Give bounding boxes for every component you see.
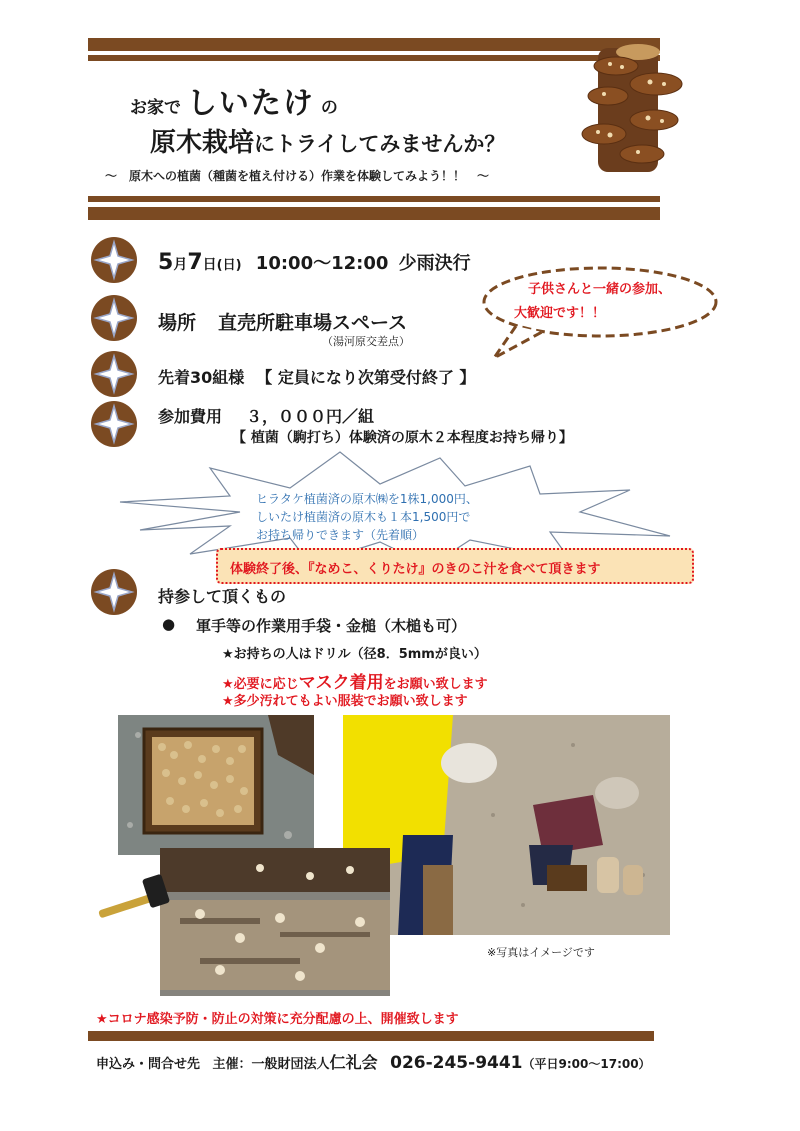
bullet-dot: ● bbox=[162, 615, 176, 633]
spawn-tray-photo bbox=[118, 715, 314, 855]
bring-heading: 持参して頂くもの bbox=[158, 587, 287, 606]
title-line-1 bbox=[130, 78, 338, 122]
bring-note-mask: ★必要に応じマスク着用をお願い致します bbox=[222, 673, 488, 693]
star-bullet-icon bbox=[90, 236, 138, 284]
log-photo bbox=[160, 848, 390, 996]
title-line-2 bbox=[150, 122, 505, 159]
balloon-line-1: 子供さんと一緒の参加、 bbox=[528, 282, 672, 297]
event-fee: 参加費用 ３，０００円／組 bbox=[158, 407, 375, 426]
event-place: 場所 直売所駐車場スペース bbox=[158, 312, 408, 334]
office-hours: （平日9:00～17:00） bbox=[522, 1057, 651, 1071]
photo-caption: ※写真はイメージです bbox=[487, 946, 595, 959]
event-time: 10:00～12:00 bbox=[255, 253, 389, 274]
bring-item-gloves: 軍手等の作業用手袋・金槌（木槌も可） bbox=[196, 617, 467, 635]
event-date: 5月7日(日) 10:00～12:00 少雨決行 bbox=[158, 250, 471, 275]
place-note: （湯河原交差点） bbox=[322, 335, 410, 348]
starburst-line-1: ヒラタケ植菌済の原木㈱を1株1,000円、 bbox=[256, 492, 478, 506]
star-bullet-icon bbox=[90, 568, 138, 616]
star-bullet-icon bbox=[90, 400, 138, 448]
top-brown-thin-bar bbox=[88, 55, 660, 61]
contact-label: 申込み・問合せ先 bbox=[96, 1057, 201, 1072]
top-brown-bar bbox=[88, 38, 660, 51]
starburst-line-2: しいたけ植菌済の原木も１本1,500円で bbox=[256, 510, 471, 524]
star-bullet-icon bbox=[90, 294, 138, 342]
title-line2-suffix: にトライしてみませんか？ bbox=[254, 132, 506, 156]
shiitake-log-illustration bbox=[578, 40, 686, 174]
bring-note-clothes: ★多少汚れてもよい服装でお願い致します bbox=[222, 694, 468, 709]
bring-note-drill: ★お持ちの人はドリル（径8．5mmが良い） bbox=[222, 647, 487, 662]
starburst-line-3: お持ち帰りできます（先着順） bbox=[256, 528, 425, 542]
title-cultivation: 原木栽培 bbox=[150, 128, 255, 158]
footer-contact bbox=[96, 1050, 651, 1073]
organizer-label: 主催：一般財団法人 bbox=[212, 1057, 330, 1072]
workers-photo bbox=[343, 715, 670, 935]
phone-number: 026-245-9441 bbox=[390, 1053, 523, 1073]
event-capacity: 先着30組様 【 定員になり次第受付終了 】 bbox=[158, 368, 476, 387]
hammer-icon bbox=[96, 870, 176, 918]
star-bullet-icon bbox=[90, 350, 138, 398]
title-prefix: お家で bbox=[130, 98, 181, 118]
soup-banner-text: 体験終了後、『なめこ、くりたけ』のきのこ汁を食べて頂きます bbox=[230, 562, 601, 577]
title-suffix: の bbox=[320, 98, 338, 118]
soup-banner bbox=[216, 548, 694, 584]
subtitle: ～ 原木への植菌（種菌を植え付ける）作業を体験してみよう！！ ～ bbox=[105, 169, 490, 183]
organizer-name: 仁礼会 bbox=[329, 1053, 378, 1072]
covid-note: ★コロナ感染予防・防止の対策に充分配慮の上、開催致します bbox=[96, 1012, 459, 1027]
footer-brown-bar bbox=[88, 1031, 654, 1041]
balloon-line-2: 大歓迎です！！ bbox=[514, 306, 606, 321]
weather-note: 少雨決行 bbox=[398, 253, 471, 274]
fee-note: 【 植菌（駒打ち）体験済の原木２本程度お持ち帰り】 bbox=[232, 430, 573, 446]
mid-brown-bar bbox=[88, 207, 660, 220]
title-shiitake: しいたけ bbox=[186, 86, 315, 121]
mid-brown-thin-bar bbox=[88, 196, 660, 202]
